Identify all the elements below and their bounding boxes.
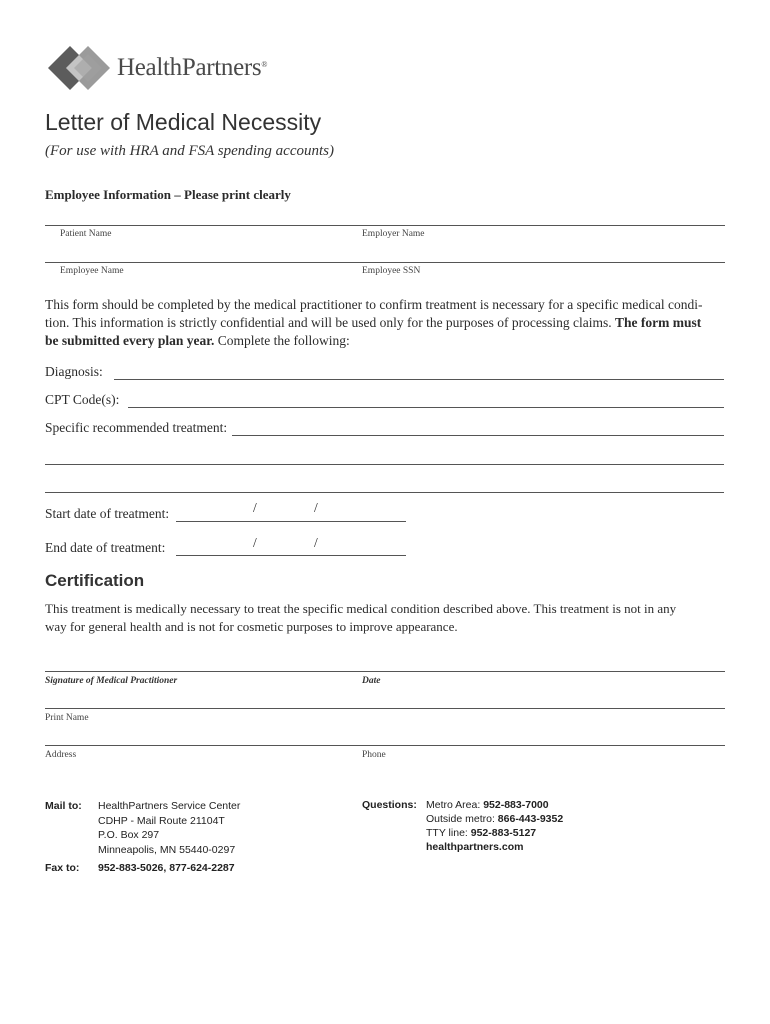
tty-label: TTY line: [426, 827, 468, 839]
address-line[interactable] [45, 745, 725, 746]
signature-label: Signature of Medical Practitioner [45, 676, 178, 686]
certification-line-2: way for general health and is not for cosmetic purposes to improve appearance. [45, 619, 458, 634]
patient-name-line[interactable] [45, 225, 725, 226]
start-date-label: Start date of treatment: [45, 506, 170, 521]
metro-row [426, 798, 549, 813]
employee-ssn-label: Employee SSN [362, 266, 421, 276]
treatment-line-3[interactable] [45, 492, 724, 493]
page-title: Letter of Medical Necessity [45, 109, 322, 135]
start-date-line[interactable] [176, 521, 406, 522]
metro-label: Metro Area: [426, 799, 481, 811]
tty-phone: 952-883-5127 [470, 827, 537, 839]
end-date-line[interactable] [176, 555, 406, 556]
employee-name-line[interactable] [45, 262, 725, 263]
employee-info-heading: Employee Information – Please print clearly [45, 187, 291, 202]
fax-to-label: Fax to: [45, 862, 80, 874]
intro-line-1: This form should be completed by the medical practitioner to confirm treatment is necessary for a specific medical condi- [45, 297, 703, 312]
cpt-label: CPT Code(s): [45, 392, 120, 407]
employee-name-label: Employee Name [60, 266, 124, 276]
intro-line-2: tion. This information is strictly confidential and will be used only for the purposes of processing claims. The form must [45, 315, 702, 330]
patient-name-label: Patient Name [60, 229, 112, 239]
intro-paragraph [45, 296, 725, 350]
end-date-sep-1: / [253, 535, 257, 550]
intro-line-3: be submitted every plan year. Complete the following: [45, 333, 350, 348]
outside-row [426, 812, 563, 827]
certification-heading: Certification [45, 571, 145, 590]
date-label: Date [362, 676, 381, 686]
print-name-line[interactable] [45, 708, 725, 709]
end-date-label: End date of treatment: [45, 540, 166, 555]
mail-to-label: Mail to: [45, 800, 82, 812]
signature-line[interactable] [45, 671, 725, 672]
diagnosis-line[interactable] [114, 379, 724, 380]
website-link[interactable]: healthpartners.com [426, 841, 524, 853]
mail-line-4: Minneapolis, MN 55440-0297 [98, 843, 236, 856]
treatment-line-1[interactable] [232, 435, 724, 436]
outside-label: Outside metro: [426, 813, 495, 825]
cpt-line[interactable] [128, 407, 724, 408]
employer-name-label: Employer Name [362, 229, 425, 239]
diagnosis-label: Diagnosis: [45, 364, 103, 379]
metro-phone: 952-883-7000 [483, 799, 549, 811]
mail-address [98, 799, 240, 857]
mail-line-3: P.O. Box 297 [98, 829, 160, 841]
start-date-sep-1: / [253, 500, 257, 515]
start-date-sep-2: / [314, 500, 318, 515]
outside-phone: 866-443-9352 [497, 813, 564, 825]
end-date-sep-2: / [314, 535, 318, 550]
certification-line-1: This treatment is medically necessary to treat the specific medical condition described above. This treatment is not in any [45, 601, 677, 616]
logo-wordmark: HealthPartners® [117, 54, 268, 81]
mail-line-2: CDHP - Mail Route 21104T [98, 814, 225, 827]
questions-label: Questions: [362, 799, 417, 811]
mail-line-1: HealthPartners Service Center [98, 800, 241, 812]
certification-text [45, 600, 725, 636]
treatment-line-2[interactable] [45, 464, 724, 465]
fax-numbers: 952-883-5026, 877-624-2287 [98, 862, 235, 874]
treatment-label: Specific recommended treatment: [45, 420, 228, 435]
address-label: Address [45, 750, 77, 760]
phone-label: Phone [362, 750, 386, 760]
print-name-label: Print Name [45, 713, 89, 723]
tty-row [426, 826, 536, 841]
page-subtitle: (For use with HRA and FSA spending accounts) [45, 143, 334, 159]
